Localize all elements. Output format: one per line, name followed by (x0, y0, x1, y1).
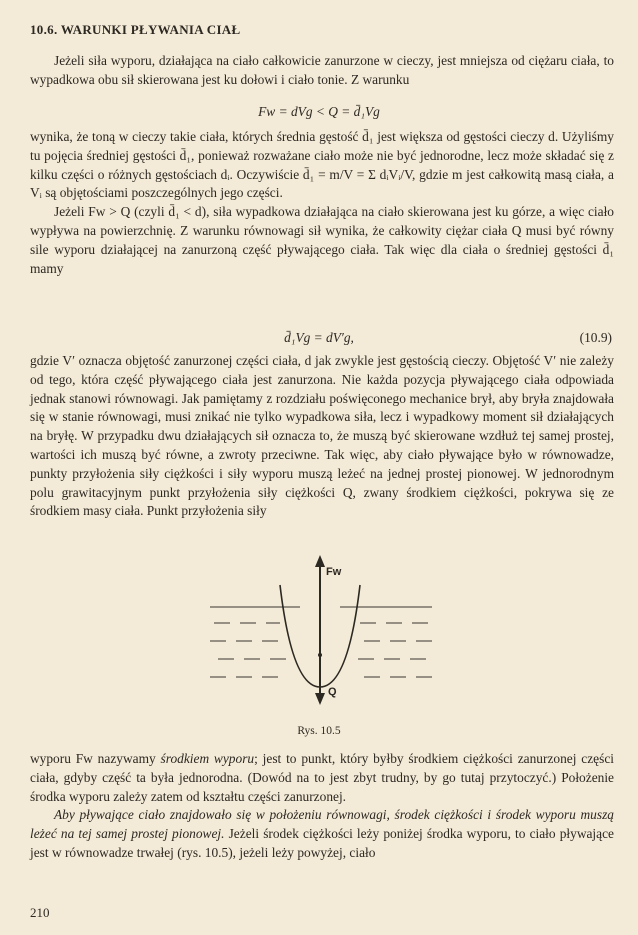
label-Q: Q (328, 686, 337, 698)
arrow-up-icon (315, 555, 325, 567)
term-center-of-buoyancy: środkiem wyporu (160, 751, 255, 766)
paragraph-5-end: ; jest to punkt, który byłby środkiem ciężkości zanurzonej części ciała, gdyby część ta była jednorodna. (Dowód na to jest zbyt trudny, by go tutaj przytoczyć.) Położenie środka wyporu zależy zatem od kształtu części zanurzonej. (30, 751, 614, 804)
text-block-4 (30, 750, 614, 863)
equilibrium-rule: Aby pływające ciało znajdowało się w położeniu równowagi, środek ciężkości i środek wyporu muszą leżeć na tej samej prostej pionowej. (30, 807, 614, 842)
label-Fw: Fw (326, 566, 342, 578)
paragraph-5 (30, 750, 614, 806)
floating-body-figure (200, 555, 440, 715)
paragraph-6-rest: Jeżeli środek ciężkości leży poniżej środka wyporu, to ciało pływające jest w równowadze trwałej (rys. 10.5), jeżeli leży powyżej, ciało (30, 826, 614, 860)
text-block-3 (30, 352, 614, 521)
formula-10-9: d̄₁Vg = dV′g, (284, 330, 354, 345)
paragraph-5-start: wyporu Fw nazywamy (30, 751, 161, 766)
paragraph-3: Jeżeli Fw > Q (czyli d̄₁ < d), siła wypadkowa działająca na ciało skierowana jest ku górze, a więc ciało wypływa na powierzchnię. Z warunku równowagi sił wynika, że całkowity ciężar ciała Q musi być równy sile wyporu działającej na zanurzoną część pływającego ciała. Tak więc dla ciała o średniej gęstości d̄₁ mamy (30, 204, 614, 276)
section-header: 10.6. WARUNKI PŁYWANIA CIAŁ (30, 22, 241, 37)
text-block-2 (30, 128, 614, 278)
arrow-down-icon (315, 693, 325, 705)
paragraph-4: gdzie V′ oznacza objętość zanurzonej części ciała, d jak zwykle jest gęstością cieczy. Objętość V′ nie zależy od tego, która część pływającego ciała jest zanurzona. Nie każda pozycja pływającego ciała odpowiada jednak stanowi równowagi. Jak pamiętamy z rozdziału poświęconego mechanice brył, aby bryła znajdowała się w stanie równowagi, musi znikać nie tylko wypadkowa siła, lecz i wypadkowy moment sił działających na bryłę. W przypadku dwu działających sił oznacza to, że muszą być skierowane wzdłuż tej samej prostej, wartości ich muszą być równe, a zwroty przeciwne. Tak więc, aby ciało pływające było w równowadze, punkty przyłożenia siły ciężkości i siły wyporu muszą leżeć na jednej prostej pionowej. W jednorodnym polu grawitacyjnym punkt przyłożenia siły ciężkości Q, zwany środkiem ciężkości, pokrywa się ze środkiem masy ciała. Punkt przyłożenia siły (30, 353, 614, 519)
text-block-top (30, 52, 614, 90)
equation-number: (10.9) (579, 330, 612, 345)
figure-caption: Rys. 10.5 (297, 725, 341, 737)
paragraph-1: Jeżeli siła wyporu, działająca na ciało całkowicie zanurzone w cieczy, jest mniejsza od ciężaru ciała, to wypadkowa obu sił skierowana jest ku dołowi i ciało tonie. Z warunku (30, 53, 614, 87)
page-number: 210 (30, 905, 50, 920)
paragraph-6 (30, 806, 614, 862)
paragraph-2: wynika, że toną w cieczy takie ciała, których średnia gęstość d̄₁ jest większa od gęstości cieczy d. Użyliśmy tu pojęcia średniej gęstości d̄₁, ponieważ rozważane ciało może nie być jednorodne, lecz może składać się z kilku części o różnych gęstościach dᵢ. Oczywiście d̄₁ = m/V = Σ dᵢVᵢ/V, gdzie m jest całkowitą masą ciała, a Vᵢ są objętościami poszczególnych jego części. (30, 129, 614, 201)
formula-buoyancy-inequality: Fw = dVg < Q = d̄₁Vg (258, 104, 380, 119)
